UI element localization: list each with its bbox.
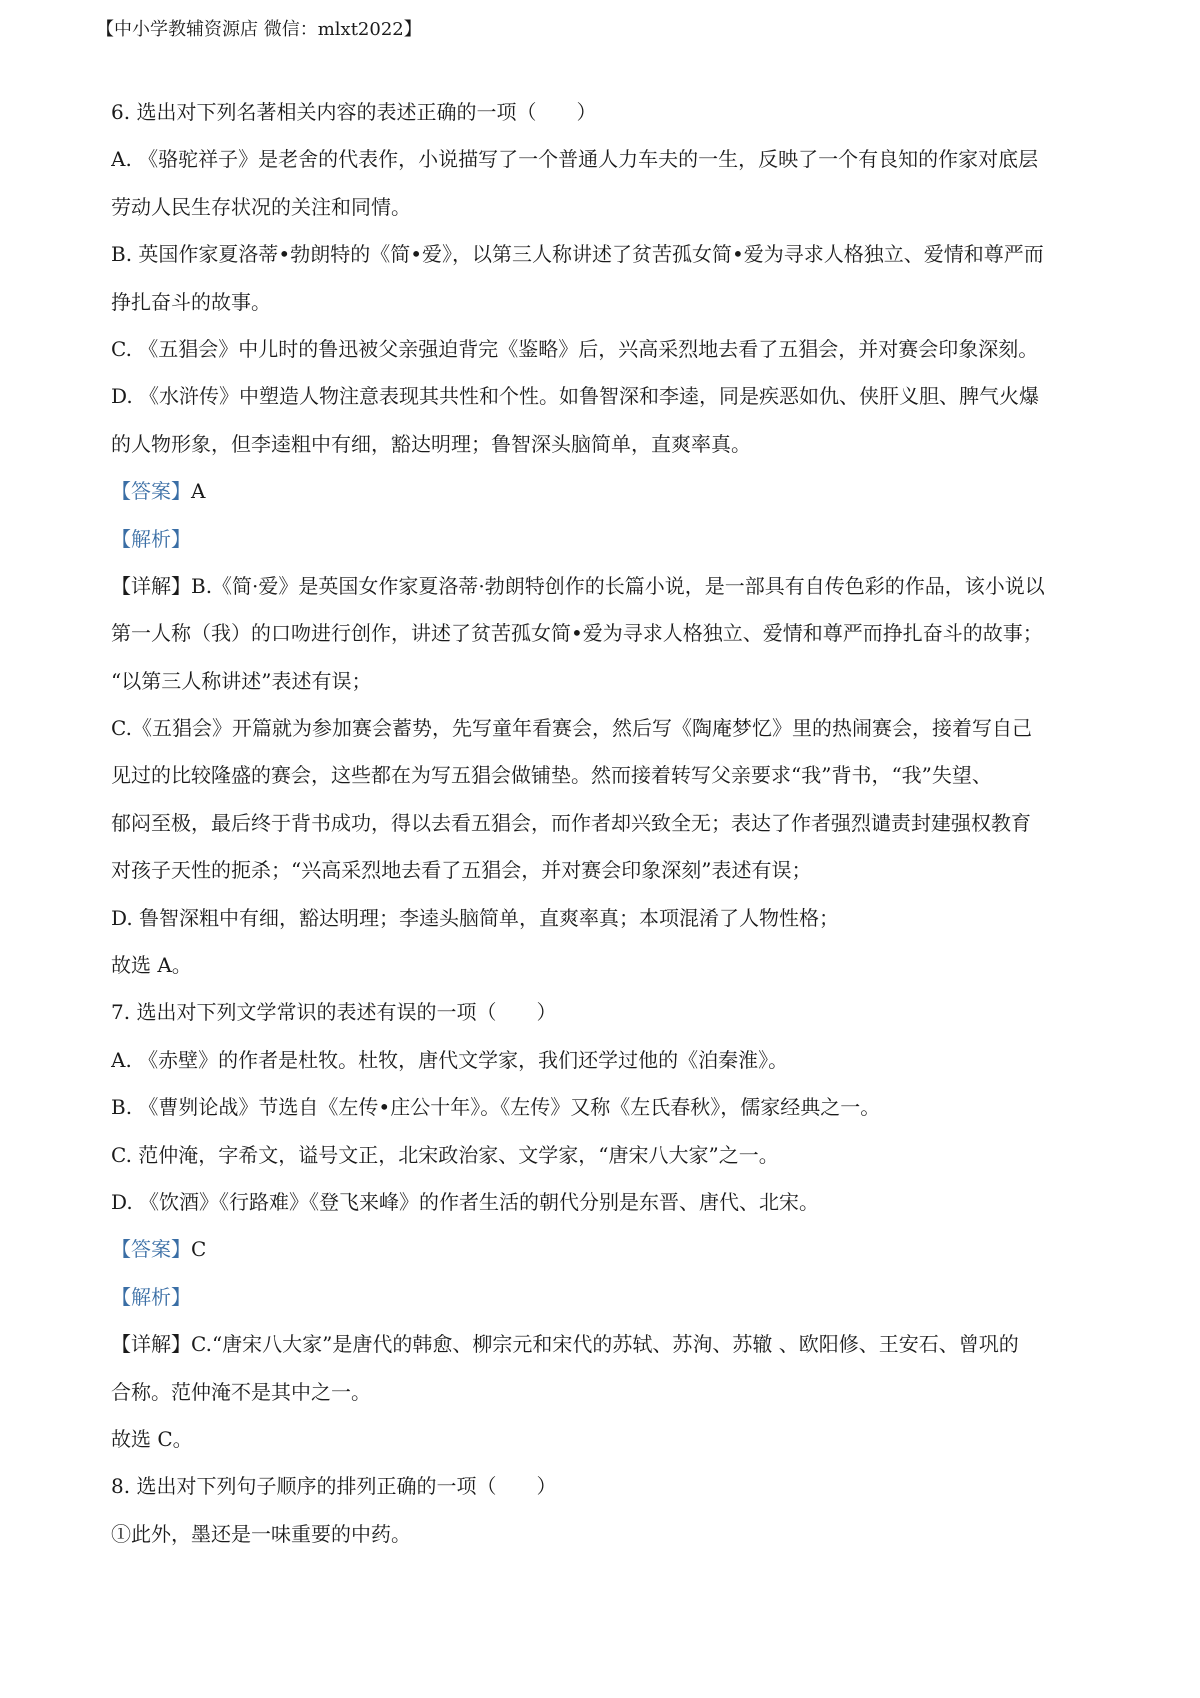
question-6-detail-line-4: C.《五猖会》开篇就为参加赛会蓄势，先写童年看赛会，然后写《陶庵梦忆》里的热闹赛会，接着写自己	[111, 716, 1032, 741]
question-6-option-a-line-2: 劳动人民生存状况的关注和同情。	[111, 194, 411, 219]
question-6-detail-line-8: D. 鲁智深粗中有细，豁达明理；李逵头脑简单，直爽率真；本项混淆了人物性格；	[111, 905, 840, 930]
question-6-conclusion: 故选 A。	[111, 953, 192, 978]
answer-value: C	[191, 1237, 207, 1262]
question-6-option-d-line-1: D. 《水浒传》中塑造人物注意表现其共性和个性。如鲁智深和李逵，同是疾恶如仇、侠肝义胆、脾气火爆	[111, 384, 1040, 409]
answer-value: A	[191, 479, 206, 504]
question-6-analysis-heading	[111, 525, 1116, 572]
question-6-detail-line-2: 第一人称（我）的口吻进行创作，讲述了贫苦孤女简•爱为寻求人格独立、爱情和尊严而挣扎奋斗的故事；	[111, 621, 1043, 646]
question-6-detail-line-5: 见过的比较隆盛的赛会，这些都在为写五猖会做铺垫。然而接着转写父亲要求“我”背书，“我”失望、	[111, 763, 992, 788]
header-note: 【中小学教辅资源店 微信：mlxt2022】	[96, 19, 422, 40]
question-7-stem: 7. 选出对下列文学常识的表述有误的一项（ ）	[111, 1000, 557, 1025]
question-6-option-a-line-1: A. 《骆驼祥子》是老舍的代表作，小说描写了一个普通人力车夫的一生，反映了一个有良知的作家对底层	[111, 147, 1039, 172]
question-7-option-d: D. 《饮酒》《行路难》《登飞来峰》的作者生活的朝代分别是东晋、唐代、北宋。	[111, 1189, 820, 1214]
question-8-stem: 8. 选出对下列句子顺序的排列正确的一项（ ）	[111, 1474, 557, 1499]
question-7-detail-line-2: 合称。范仲淹不是其中之一。	[111, 1379, 371, 1404]
question-6-option-b-line-2: 挣扎奋斗的故事。	[111, 289, 271, 314]
question-7-option-c: C. 范仲淹，字希文，谥号文正，北宋政治家、文学家，“唐宋八大家”之一。	[111, 1142, 779, 1167]
question-7-answer	[111, 1235, 1116, 1282]
document-body	[111, 98, 1116, 1567]
answer-tag: 【答案】	[111, 1237, 191, 1262]
analysis-tag: 【解析】	[111, 526, 191, 551]
question-6-stem: 6. 选出对下列名著相关内容的表述正确的一项（ ）	[111, 100, 597, 124]
question-7-detail-line-1: 【详解】C.“唐宋八大家”是唐代的韩愈、柳宗元和宋代的苏轼、苏洵、苏辙 、欧阳修、王安石、曾巩的	[111, 1332, 1019, 1357]
question-7-option-b: B. 《曹刿论战》节选自《左传•庄公十年》。《左传》又称《左氏春秋》，儒家经典之一。	[111, 1095, 881, 1120]
question-6-option-c: C. 《五猖会》中儿时的鲁迅被父亲强迫背完《鉴略》后，兴高采烈地去看了五猖会，并对赛会印象深刻。	[111, 336, 1039, 361]
question-6-option-d-line-2: 的人物形象，但李逵粗中有细，豁达明理；鲁智深头脑简单，直爽率真。	[111, 431, 751, 456]
question-6-detail-line-7: 对孩子天性的扼杀；“兴高采烈地去看了五猖会，并对赛会印象深刻”表述有误；	[111, 858, 812, 883]
analysis-tag: 【解析】	[111, 1284, 191, 1309]
question-6-detail-line-1: 【详解】B.《简·爱》是英国女作家夏洛蒂·勃朗特创作的长篇小说，是一部具有自传色彩的作品，该小说以	[111, 573, 1045, 598]
question-6-detail-line-6: 郁闷至极，最后终于背书成功，得以去看五猖会，而作者却兴致全无；表达了作者强烈谴责封建强权教育	[111, 810, 1031, 835]
question-7-option-a: A. 《赤壁》的作者是杜牧。杜牧，唐代文学家，我们还学过他的《泊秦淮》。	[111, 1047, 789, 1072]
question-7-conclusion: 故选 C。	[111, 1426, 193, 1451]
question-7-analysis-heading	[111, 1283, 1116, 1330]
question-8-sentence-1: ①此外，墨还是一味重要的中药。	[111, 1521, 411, 1546]
answer-tag: 【答案】	[111, 479, 191, 504]
question-6-answer	[111, 477, 1116, 524]
question-6-detail-line-3: “以第三人称讲述”表述有误；	[111, 668, 372, 693]
question-6-option-b-line-1: B. 英国作家夏洛蒂•勃朗特的《简•爱》，以第三人称讲述了贫苦孤女简•爱为寻求人格独立、爱情和尊严而	[111, 242, 1044, 267]
